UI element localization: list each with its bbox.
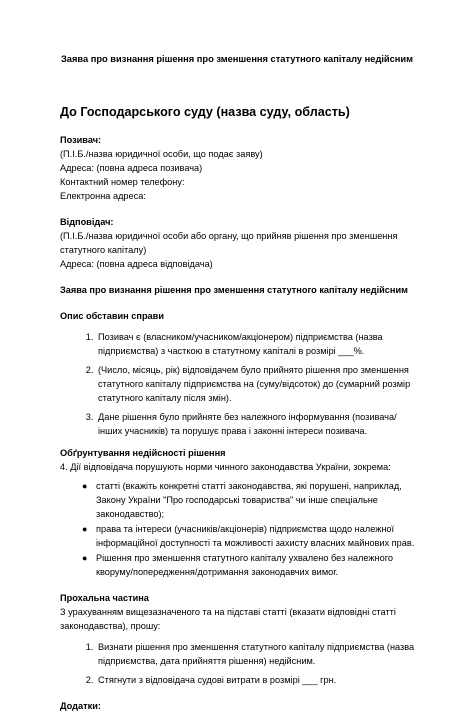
list-item: 1. Визнати рішення про зменшення статутного капіталу підприємства (назва підприємства, дата прийняття рішення) недійсним. xyxy=(96,640,420,668)
plaintiff-address-line: Адреса: (повна адреса позивача) xyxy=(60,163,203,173)
plaintiff-section xyxy=(60,133,420,203)
bullet-icon: ● xyxy=(82,524,88,534)
attachments-heading: Додатки: xyxy=(60,701,101,711)
circumstances-section xyxy=(60,309,420,438)
plaintiff-heading: Позивач: xyxy=(60,135,102,145)
justification-section xyxy=(60,446,420,579)
plaintiff-email-line: Електронна адреса: xyxy=(60,191,146,201)
court-heading: До Господарського суду (назва суду, область) xyxy=(60,105,350,119)
plaintiff-phone-line: Контактний номер телефону: xyxy=(60,177,185,187)
list-item: 1. Позивач є (власником/учасником/акціонером) підприємства (назва підприємства) з часткою в статутному капіталі в розмірі ___%. xyxy=(96,330,420,358)
defendant-name-line: (П.І.Б./назва юридичної особи або органу, що прийняв рішення про зменшення статутного капіталу) xyxy=(60,231,398,255)
document-title: Заява про визнання рішення про зменшення статутного капіталу недійсним xyxy=(60,54,414,64)
bullet-icon: ● xyxy=(82,481,88,491)
defendant-section xyxy=(60,215,420,271)
plaintiff-name-line: (П.І.Б./назва юридичної особи, що подає заяву) xyxy=(60,149,263,159)
list-item: ● Рішення про зменшення статутного капіталу ухвалено без належного кворуму/попередження/дотримання законодавчих вимог. xyxy=(82,553,393,577)
circumstances-list xyxy=(60,330,420,438)
justification-heading: Обґрунтування недійсності рішення xyxy=(60,448,226,458)
justification-intro: 4. Дії відповідача порушують норми чинного законодавства України, зокрема: xyxy=(60,462,391,472)
list-item: 2. (Число, місяць, рік) відповідачем було прийнято рішення про зменшення статутного капіталу підприємства на (суму/відсоток) до (сумарний розмір статутного капіталу після змін). xyxy=(96,363,420,405)
list-item: ● статті (вкажіть конкретні статті законодавства, які порушені, наприклад, Закону України "Про господарські товариства" чи інше спеціальне законодавство); xyxy=(82,481,402,519)
defendant-address-line: Адреса: (повна адреса відповідача) xyxy=(60,259,213,269)
defendant-heading: Відповідач: xyxy=(60,217,114,227)
document-body xyxy=(60,133,420,713)
petition-heading: Прохальна частина xyxy=(60,593,149,603)
list-item: 3. Дане рішення було прийняте без належного інформування (позивача/інших учасників) та порушує права і законні інтереси позивача. xyxy=(96,410,420,438)
justification-list xyxy=(60,479,420,579)
list-item: 2. Стягнути з відповідача судові витрати в розмірі ___ грн. xyxy=(96,673,420,687)
petition-intro: З урахуванням вищезазначеного та на підставі статті (вказати відповідні статті законодавства), прошу: xyxy=(60,607,396,631)
petition-list xyxy=(60,640,420,687)
statement-title: Заява про визнання рішення про зменшення статутного капіталу недійсним xyxy=(60,285,408,295)
petition-section xyxy=(60,591,420,687)
bullet-icon: ● xyxy=(82,553,88,563)
circumstances-heading: Опис обставин справи xyxy=(60,311,164,321)
list-item: ● права та інтереси (учасників/акціонерів) підприємства щодо належної інформаційної доступності та можливості захисту власних майнових прав. xyxy=(82,524,415,548)
